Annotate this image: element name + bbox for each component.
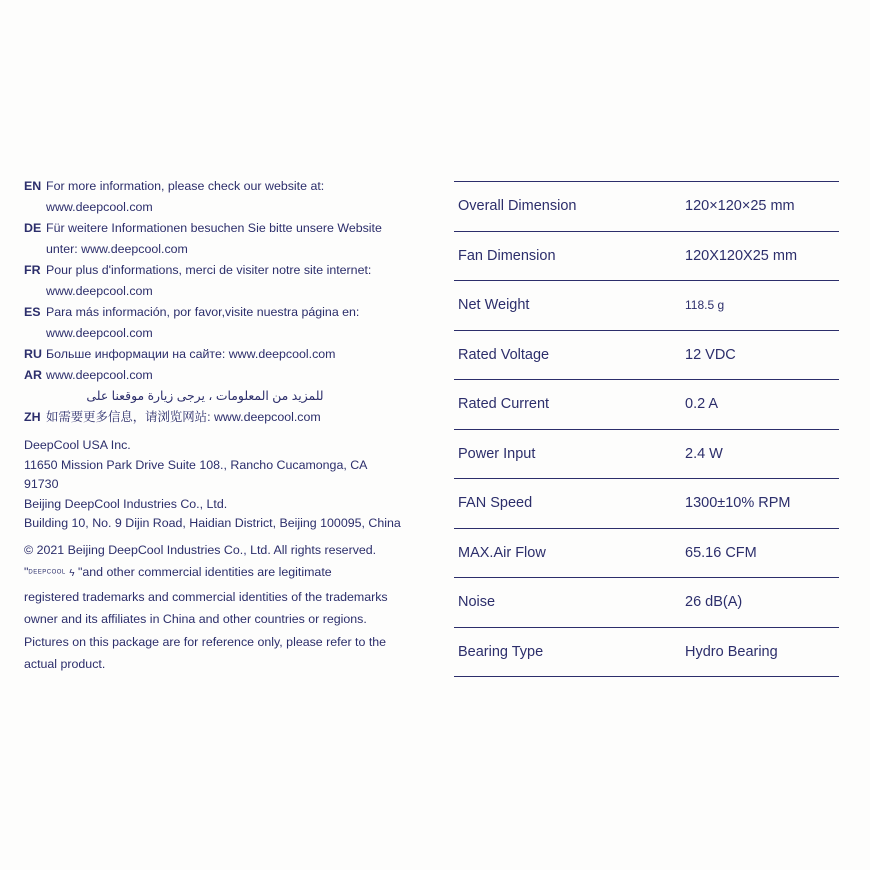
spec-row	[454, 528, 839, 578]
spec-row	[454, 429, 839, 479]
website-link: www.deepcool.com	[46, 368, 153, 382]
spec-label: MAX.Air Flow	[454, 528, 681, 578]
spec-value: 118.5 g	[681, 281, 839, 331]
trademark-line: Pictures on this package are for reference only, please refer to the	[24, 634, 387, 649]
spec-value: 2.4 W	[681, 429, 839, 479]
spec-label: Power Input	[454, 429, 681, 479]
lang-code: DE	[24, 221, 42, 235]
spec-label: Fan Dimension	[454, 231, 681, 281]
spec-label: FAN Speed	[454, 479, 681, 529]
lang-ru	[24, 344, 424, 365]
lang-code: RU	[24, 347, 42, 361]
lang-code: ES	[24, 305, 41, 319]
website-link: www.deepcool.com	[46, 200, 153, 214]
spec-row	[454, 231, 839, 281]
spec-row	[454, 182, 839, 232]
spec-row	[454, 627, 839, 677]
spec-label: Noise	[454, 578, 681, 628]
website-link: unter: www.deepcool.com	[46, 242, 188, 256]
info-text: Больше информации на сайте: www.deepcool.com	[46, 347, 336, 361]
spec-label: Bearing Type	[454, 627, 681, 677]
info-text: 如需要更多信息，请浏览网站: www.deepcool.com	[46, 410, 321, 424]
company-addresses	[24, 436, 424, 534]
company-line: Beijing DeepCool Industries Co., Ltd.	[24, 496, 228, 511]
info-text: Para más información, por favor,visite nuestra página en:	[46, 305, 360, 319]
spec-row	[454, 578, 839, 628]
spec-value: Hydro Bearing	[681, 627, 839, 677]
spec-row	[454, 330, 839, 380]
lang-code: ZH	[24, 410, 41, 424]
spec-row	[454, 281, 839, 331]
trademark-line: "DEEPCOOL ϟ "and other commercial identities are legitimate	[24, 561, 424, 586]
info-text-arabic: للمزيد من المعلومات ، يرجى زيارة موقعنا على	[86, 389, 324, 403]
spec-value: 120X120X25 mm	[681, 231, 839, 281]
info-column	[24, 176, 424, 676]
lang-ar	[24, 365, 424, 407]
trademark-line: owner and its affiliates in China and other countries or regions.	[24, 612, 367, 626]
company-line: Building 10, No. 9 Dijin Road, Haidian District, Beijing 100095, China	[24, 516, 401, 530]
lang-code: AR	[24, 368, 42, 382]
info-text: Für weitere Informationen besuchen Sie bitte unsere Website	[46, 221, 382, 235]
deepcool-logo: DEEPCOOL	[28, 569, 66, 576]
lang-code: FR	[24, 263, 41, 277]
spec-value: 65.16 CFM	[681, 528, 839, 578]
lang-zh	[24, 407, 424, 428]
spec-label: Rated Voltage	[454, 330, 681, 380]
spec-row	[454, 380, 839, 430]
lang-de	[24, 218, 424, 260]
lang-fr	[24, 260, 424, 302]
spec-label: Rated Current	[454, 380, 681, 430]
spec-label: Overall Dimension	[454, 182, 681, 232]
spec-row	[454, 479, 839, 529]
company-line: 91730	[24, 477, 59, 491]
website-link: www.deepcool.com	[46, 284, 153, 298]
trademark-line: registered trademarks and commercial identities of the trademarks	[24, 589, 388, 604]
website-link: www.deepcool.com	[46, 326, 153, 340]
spec-label: Net Weight	[454, 281, 681, 331]
spec-value: 26 dB(A)	[681, 578, 839, 628]
lang-code: EN	[24, 179, 42, 193]
company-line: 11650 Mission Park Drive Suite 108., Rancho Cucamonga, CA	[24, 457, 368, 472]
spec-value: 0.2 A	[681, 380, 839, 430]
lang-en	[24, 176, 424, 218]
copyright: © 2021 Beijing DeepCool Industries Co., Ltd. All rights reserved.	[24, 542, 377, 557]
language-info	[24, 176, 424, 428]
info-text: For more information, please check our website at:	[46, 179, 325, 193]
info-text: Pour plus d'informations, merci de visiter notre site internet:	[46, 263, 372, 277]
spec-value: 120×120×25 mm	[681, 182, 839, 232]
legal-notice	[24, 539, 424, 676]
spec-table	[454, 181, 839, 677]
company-line: DeepCool USA Inc.	[24, 438, 131, 452]
spec-value: 12 VDC	[681, 330, 839, 380]
trademark-line: actual product.	[24, 657, 106, 671]
spec-value: 1300±10% RPM	[681, 479, 839, 529]
lang-es	[24, 302, 424, 344]
lightning-icon: ϟ	[69, 568, 75, 579]
